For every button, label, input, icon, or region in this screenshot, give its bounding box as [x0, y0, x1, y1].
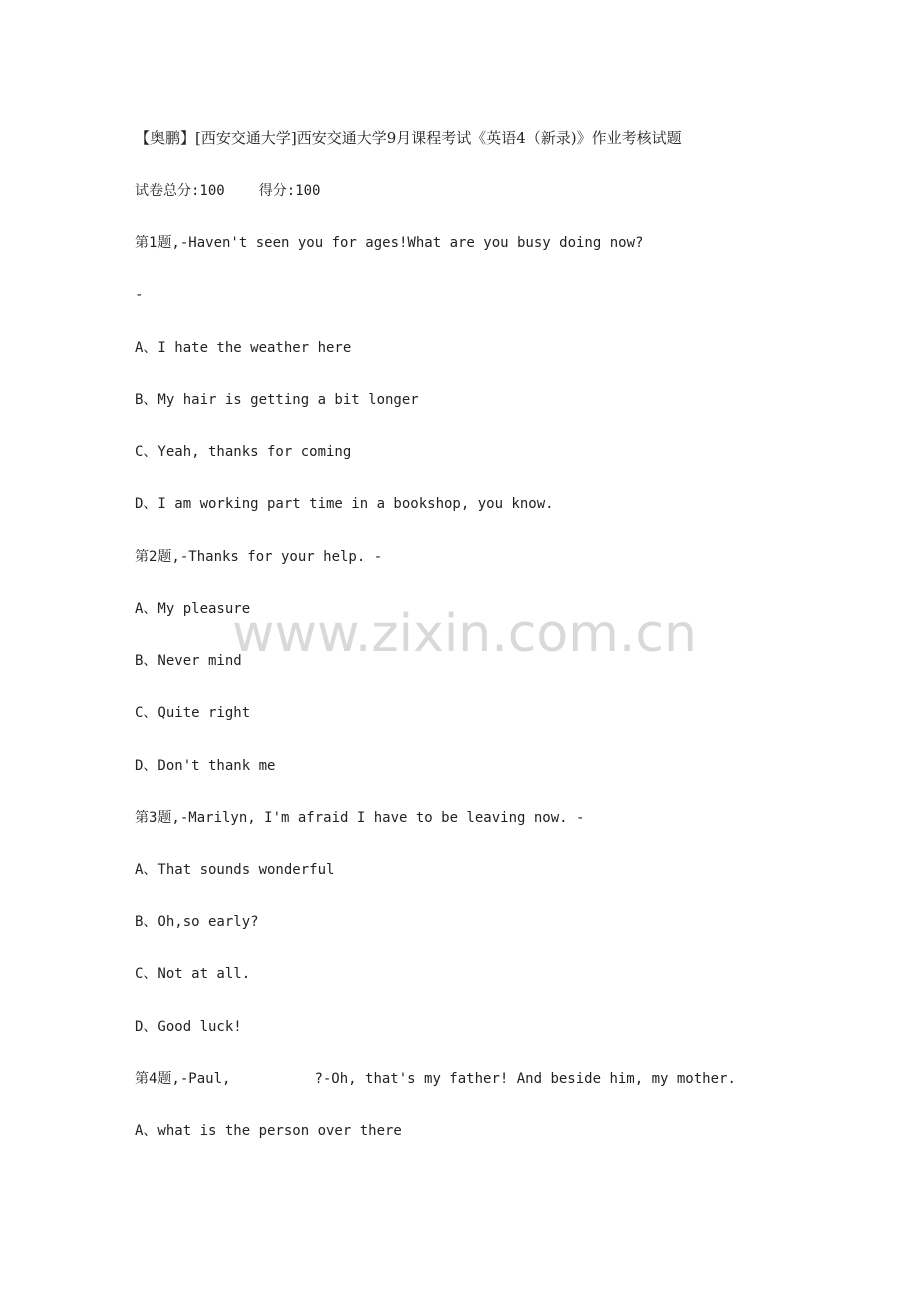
question-2-option-b: B、Never mind: [135, 653, 242, 669]
question-1-option-d: D、I am working part time in a bookshop, you know.: [135, 496, 554, 512]
question-1-prompt: 第1题,-Haven't seen you for ages!What are you busy doing now?: [135, 235, 644, 251]
score-summary: [135, 181, 320, 201]
question-4-prompt: [135, 1069, 736, 1089]
document-title: 【奥鹏】[西安交通大学]西安交通大学9月课程考试《英语4（新录)》作业考核试题: [135, 129, 682, 147]
question-3-option-a: A、That sounds wonderful: [135, 862, 335, 878]
question-1-option-c: C、Yeah, thanks for coming: [135, 444, 352, 460]
question-2-prompt: 第2题,-Thanks for your help. -: [135, 549, 383, 565]
question-4-prompt-start: 第4题,-Paul,: [135, 1071, 231, 1087]
question-4-prompt-end: ?-Oh, that's my father! And beside him, my mother.: [314, 1071, 736, 1087]
score-label: 得分:100: [258, 183, 321, 199]
question-1-option-b: B、My hair is getting a bit longer: [135, 392, 419, 408]
total-score-label: 试卷总分:100: [135, 183, 225, 199]
question-3-option-d: D、Good luck!: [135, 1019, 242, 1035]
question-3-option-b: B、Oh,so early?: [135, 914, 259, 930]
question-2-option-a: A、My pleasure: [135, 601, 251, 617]
question-3-prompt: 第3题,-Marilyn, I'm afraid I have to be leaving now. -: [135, 810, 585, 826]
question-1-option-a: A、I hate the weather here: [135, 340, 352, 356]
question-4-option-a: A、what is the person over there: [135, 1123, 402, 1139]
question-3-option-c: C、Not at all.: [135, 966, 251, 982]
watermark: www.zixin.com.cn: [232, 604, 697, 664]
question-1-continuation: -: [135, 287, 144, 303]
question-2-option-c: C、Quite right: [135, 705, 251, 721]
question-2-option-d: D、Don't thank me: [135, 758, 276, 774]
